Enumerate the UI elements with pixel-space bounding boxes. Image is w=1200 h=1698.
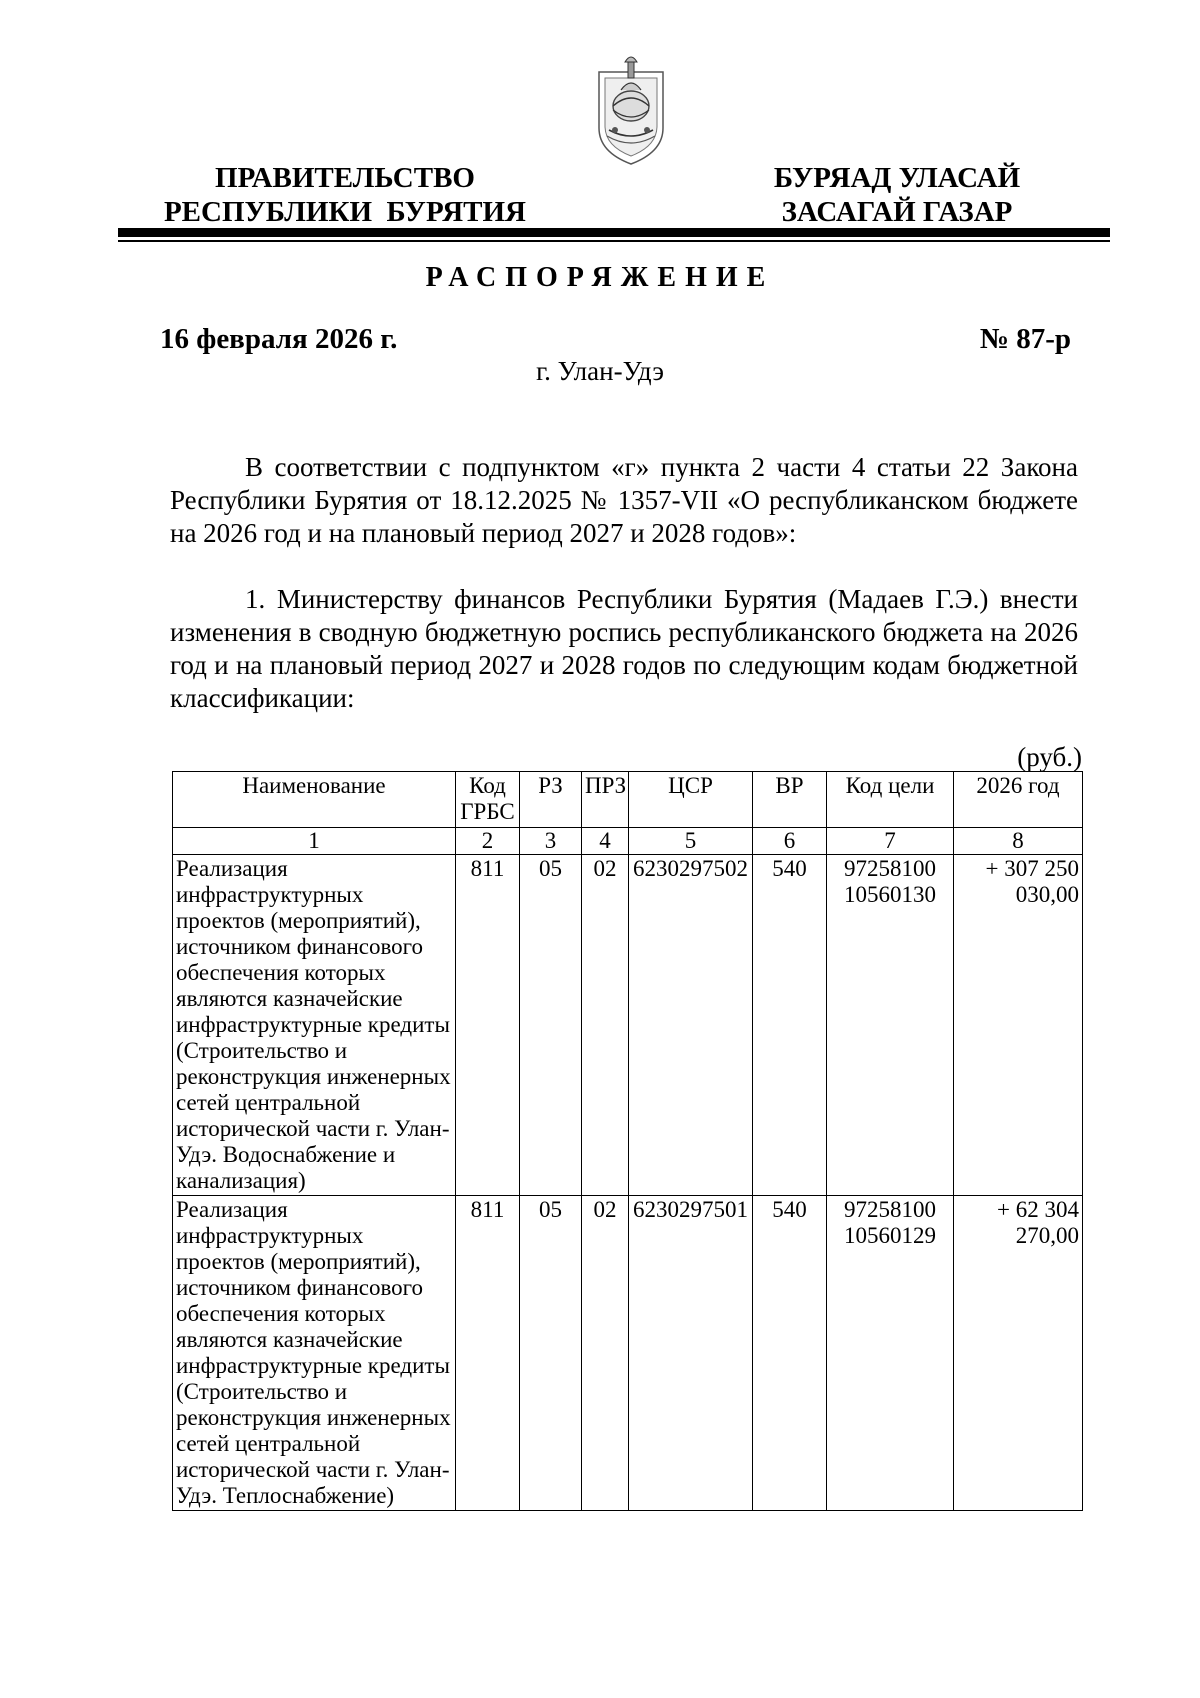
col-number: 2 [456,828,520,855]
item1-paragraph [170,583,1078,715]
col-number: 6 [753,828,827,855]
document-city: г. Улан-Удэ [536,356,664,386]
row-prz: 02 [582,855,629,1196]
coat-of-arms-icon [591,50,671,168]
document-number: № 87-р [979,323,1071,355]
row-vr: 540 [753,855,827,1196]
col-number: 5 [629,828,753,855]
table-row [173,855,1083,1196]
org-name-bua-line1: БУРЯАД УЛАСАЙ [773,162,1021,194]
header-vr: ВР [753,772,827,828]
table-row [173,1196,1083,1511]
row-prz: 02 [582,1196,629,1511]
row-vr: 540 [753,1196,827,1511]
org-name-ru-line1: ПРАВИТЕЛЬСТВО [215,162,475,194]
row-name: Реализация инфраструктурных проектов (мероприятий), источником финансового обеспечения которых являются казначейские инфраструктурные кредиты (Строительство и реконструкция инженерных сетей центральной исторической части г. Улан-Удэ. Водоснабжение и канализация) [173,855,456,1196]
row-csr: 6230297501 [629,1196,753,1511]
row-rz: 05 [520,855,582,1196]
document-type-title: РАСПОРЯЖЕНИЕ [425,262,775,293]
header-prz: ПРЗ [582,772,629,828]
row-amount: + 307 250 030,00 [954,855,1083,1196]
row-amount: + 62 304 270,00 [954,1196,1083,1511]
row-grbs: 811 [456,1196,520,1511]
org-name-ru [160,161,530,229]
table-unit-label: (руб.) [1017,742,1082,772]
row-grbs: 811 [456,855,520,1196]
row-target-code: 97258100 10560129 [827,1196,954,1511]
header-name: Наименование [173,772,456,828]
header-csr: ЦСР [629,772,753,828]
org-name-bua-line2: ЗАСАГАЙ ГАЗАР [781,196,1013,228]
org-name-bua [747,161,1047,229]
col-number: 8 [954,828,1083,855]
preamble-text: В соответствии с подпунктом «г» пункта 2 части 4 статьи 22 Закона Республики Бурятия от 18.12.2025 № 1357-VII «О республиканском бюджете на 2026 год и на плановый период 2027 и 2028 годов»: [170,452,1078,548]
col-number: 3 [520,828,582,855]
col-number: 1 [173,828,456,855]
header-rule-thin [118,240,1110,242]
row-name: Реализация инфраструктурных проектов (мероприятий), источником финансового обеспечения которых являются казначейские инфраструктурные кредиты (Строительство и реконструкция инженерных сетей центральной исторической части г. Улан-Удэ. Теплоснабжение) [173,1196,456,1511]
table-column-numbers-row [173,828,1083,855]
budget-classification-table [172,771,1083,1511]
header-rz: РЗ [520,772,582,828]
item1-text: 1. Министерству финансов Республики Бурятия (Мадаев Г.Э.) внести изменения в сводную бюджетную роспись республиканского бюджета на 2026 год и на плановый период 2027 и 2028 годов по следующим кодам бюджетной классификации: [170,584,1078,713]
row-target-code: 97258100 10560130 [827,855,954,1196]
header-target-code: Код цели [827,772,954,828]
org-name-ru-line2: РЕСПУБЛИКИ БУРЯТИЯ [163,196,527,228]
header-year-2026: 2026 год [954,772,1083,828]
document-date: 16 февраля 2026 г. [160,323,398,355]
col-number: 4 [582,828,629,855]
header-grbs: Код ГРБС [456,772,520,828]
header-rule-thick [118,228,1110,237]
preamble-paragraph [170,451,1078,550]
table-header-row [173,772,1083,828]
row-csr: 6230297502 [629,855,753,1196]
col-number: 7 [827,828,954,855]
row-rz: 05 [520,1196,582,1511]
